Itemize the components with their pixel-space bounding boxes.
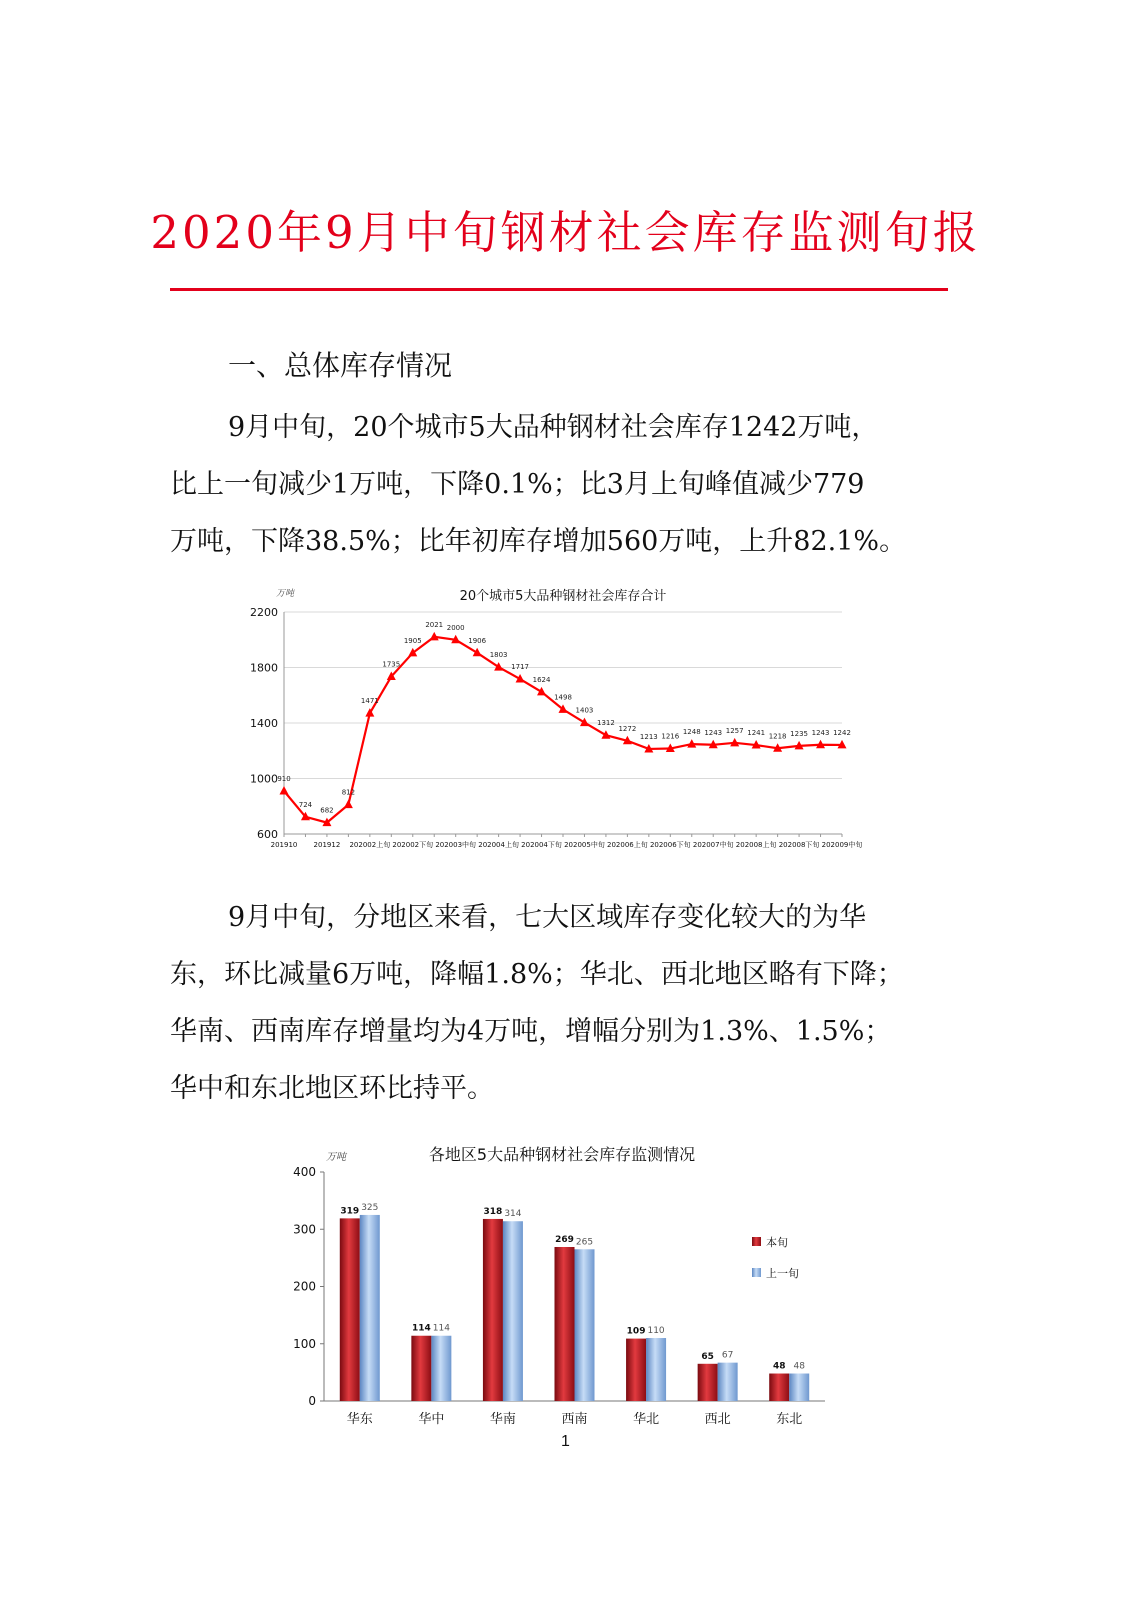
data-label: 1735 xyxy=(382,660,401,669)
x-tick-label: 202008上旬 xyxy=(735,841,777,849)
x-tick-label: 华东 xyxy=(346,1412,373,1427)
bar-current xyxy=(626,1339,646,1401)
data-label: 1248 xyxy=(682,728,701,737)
data-label: 318 xyxy=(483,1206,503,1217)
data-label: 1906 xyxy=(468,636,487,645)
total-inventory-line-chart xyxy=(232,578,872,858)
data-label: 1241 xyxy=(747,729,766,738)
y-tick-label: 300 xyxy=(293,1222,316,1237)
data-label: 269 xyxy=(555,1234,574,1245)
y-tick-label: 0 xyxy=(308,1394,316,1408)
data-label: 812 xyxy=(341,788,356,797)
bar-previous xyxy=(718,1363,738,1401)
bar-current xyxy=(555,1247,575,1401)
data-label: 2021 xyxy=(425,620,444,629)
paragraph-line: 华南、西南库存增量均为4万吨，增幅分别为1.3%、1.5%； xyxy=(170,1016,892,1047)
data-label: 910 xyxy=(277,774,291,783)
x-tick-label: 202004下旬 xyxy=(521,841,562,849)
bar-current xyxy=(411,1336,431,1401)
legend-swatch xyxy=(752,1237,761,1246)
page-number: 1 xyxy=(561,1433,570,1450)
data-label: 1216 xyxy=(661,732,680,741)
y-tick-label: 100 xyxy=(293,1336,316,1351)
document-title: 2020年9月中旬钢材社会库存监测旬报 xyxy=(150,206,981,259)
paragraph-line: 比上一旬减少1万吨，下降0.1%；比3月上旬峰值减少779 xyxy=(170,469,865,500)
paragraph-overall xyxy=(170,399,945,570)
data-label: 1471 xyxy=(360,697,379,706)
data-label: 65 xyxy=(701,1351,714,1362)
data-label: 1242 xyxy=(833,728,851,737)
x-tick-label: 202008下旬 xyxy=(778,841,820,849)
y-tick-label: 1000 xyxy=(250,772,278,786)
x-tick-label: 202007中旬 xyxy=(692,841,734,849)
bar-previous xyxy=(575,1249,595,1401)
section-heading: 一、总体库存情况 xyxy=(228,349,453,382)
paragraph-regional xyxy=(170,889,945,1117)
title-divider xyxy=(170,288,948,291)
regional-inventory-bar-chart xyxy=(270,1130,850,1430)
legend-label: 上一旬 xyxy=(766,1267,799,1280)
x-tick-label: 东北 xyxy=(776,1412,803,1427)
y-tick-label: 1400 xyxy=(250,717,278,730)
x-tick-label: 华中 xyxy=(418,1412,445,1427)
data-label: 67 xyxy=(721,1350,734,1361)
data-label: 1243 xyxy=(811,728,830,737)
y-tick-label: 1800 xyxy=(250,661,278,675)
paragraph-line: 东，环比减量6万吨，降幅1.8%；华北、西北地区略有下降； xyxy=(170,959,904,990)
data-label: 48 xyxy=(772,1361,786,1372)
x-tick-label: 202004上旬 xyxy=(478,841,519,849)
data-label: 314 xyxy=(504,1209,522,1220)
data-label: 1498 xyxy=(554,693,572,702)
y-tick-label: 600 xyxy=(257,828,278,841)
data-label: 1218 xyxy=(768,732,787,741)
data-label: 724 xyxy=(298,800,313,809)
data-label: 319 xyxy=(340,1206,360,1217)
data-label: 1243 xyxy=(704,728,723,737)
x-tick-label: 华北 xyxy=(633,1412,660,1427)
data-point-marker xyxy=(430,632,439,641)
x-tick-label: 202003中旬 xyxy=(435,841,477,849)
data-label: 265 xyxy=(575,1237,594,1248)
x-tick-label: 西北 xyxy=(704,1412,731,1427)
paragraph-line: 9月中旬，20个城市5大品种钢材社会库存1242万吨， xyxy=(228,412,879,443)
data-label: 110 xyxy=(647,1326,665,1337)
x-tick-label: 202006下旬 xyxy=(649,841,691,849)
data-label: 1717 xyxy=(511,663,529,672)
paragraph-line: 万吨，下降38.5%；比年初库存增加560万吨，上升82.1%。 xyxy=(170,526,907,557)
data-point-marker xyxy=(344,800,353,809)
bar-current xyxy=(769,1374,789,1401)
x-tick-label: 202006上旬 xyxy=(607,841,648,849)
x-tick-label: 201910 xyxy=(270,841,298,849)
paragraph-line: 华中和东北地区环比持平。 xyxy=(170,1073,494,1104)
x-tick-label: 西南 xyxy=(561,1412,588,1427)
bar-previous xyxy=(360,1215,380,1401)
x-tick-label: 202002上旬 xyxy=(349,841,391,849)
data-label: 109 xyxy=(626,1326,646,1337)
y-axis-unit: 万吨 xyxy=(276,589,295,599)
chart-title: 各地区5大品种钢材社会库存监测情况 xyxy=(428,1145,696,1164)
data-label: 1257 xyxy=(725,726,744,735)
y-tick-label: 400 xyxy=(293,1165,316,1179)
data-label: 48 xyxy=(793,1361,805,1372)
data-label: 2000 xyxy=(446,623,465,632)
data-label: 1905 xyxy=(403,636,422,645)
legend-label: 本旬 xyxy=(766,1236,788,1249)
bar-previous xyxy=(646,1338,666,1401)
legend-swatch xyxy=(752,1268,761,1277)
data-label: 114 xyxy=(411,1323,431,1334)
x-tick-label: 202009中旬 xyxy=(821,841,863,849)
data-label: 1803 xyxy=(489,651,508,660)
data-point-marker xyxy=(280,786,289,795)
data-label: 325 xyxy=(361,1202,379,1213)
paragraph-line: 9月中旬，分地区来看，七大区域库存变化较大的为华 xyxy=(228,902,867,933)
x-tick-label: 202002下旬 xyxy=(392,841,434,849)
data-label: 1235 xyxy=(790,729,808,738)
x-tick-label: 201912 xyxy=(313,841,341,849)
bar-previous xyxy=(503,1221,523,1401)
bar-previous xyxy=(789,1374,809,1401)
y-tick-label: 200 xyxy=(293,1279,316,1294)
data-label: 1213 xyxy=(639,732,658,741)
x-tick-label: 202005中旬 xyxy=(564,841,605,849)
data-label: 114 xyxy=(432,1323,450,1334)
data-label: 1624 xyxy=(532,675,551,684)
bar-current xyxy=(483,1219,503,1401)
bar-current xyxy=(698,1364,718,1401)
data-label: 1272 xyxy=(618,724,637,733)
chart-title: 20个城市5大品种钢材社会库存合计 xyxy=(459,589,667,604)
data-label: 682 xyxy=(320,806,334,815)
data-label: 1312 xyxy=(597,719,615,728)
x-tick-label: 华南 xyxy=(489,1412,516,1427)
data-label: 1403 xyxy=(575,706,594,715)
y-tick-label: 2200 xyxy=(250,606,278,619)
bar-previous xyxy=(431,1336,451,1401)
y-axis-unit: 万吨 xyxy=(326,1152,346,1163)
data-point-marker xyxy=(494,662,503,671)
bar-current xyxy=(340,1218,360,1401)
